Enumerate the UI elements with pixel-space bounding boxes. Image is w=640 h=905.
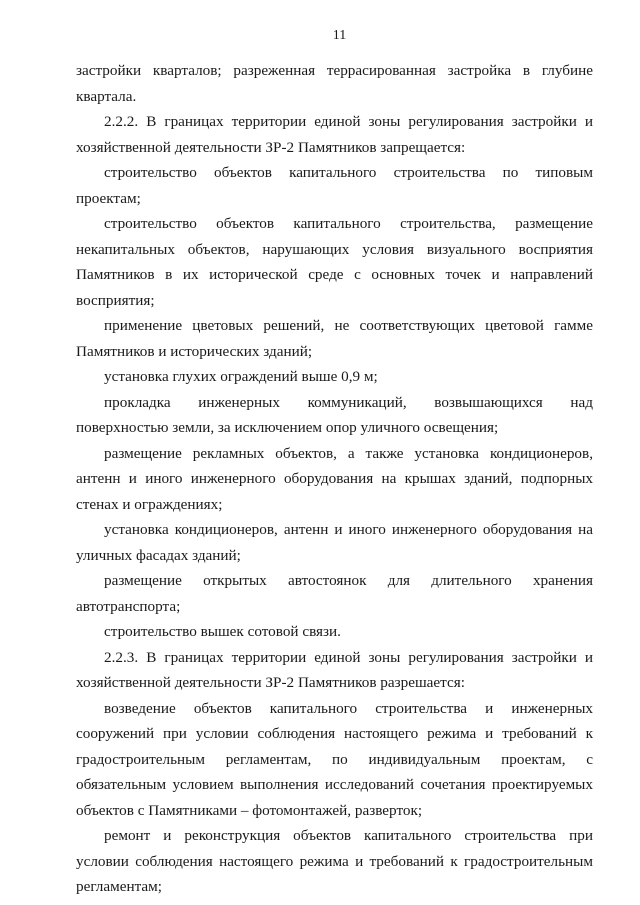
paragraph-section-2-2-2: 2.2.2. В границах территории единой зоны регулирования застройки и хозяйственной деятельности ЗР-2 Памятников запрещается: xyxy=(76,113,593,156)
prohibition-item: установка глухих ограждений выше 0,9 м; xyxy=(104,368,378,385)
permission-item: возведение объектов капитального строительства и инженерных сооружений при условии соблюдения настоящего режима и требований к градостроительным регламентам, по индивидуальным проектам, с обязательным условием выполнения исследований сочетания проектируемых объектов с Памятниками – фотомонтажей, разверток; xyxy=(76,699,593,819)
paragraph-section-2-2-3: 2.2.3. В границах территории единой зоны регулирования застройки и хозяйственной деятельности ЗР-2 Памятников разрешается: xyxy=(76,648,593,691)
permission-item: ремонт и реконструкция объектов капитального строительства при условии соблюдения настоящего режима и требований к градостроительным регламентам; xyxy=(76,827,593,895)
prohibition-item: установка кондиционеров, антенн и иного инженерного оборудования на уличных фасадах зданий; xyxy=(76,521,593,564)
prohibition-item: строительство вышек сотовой связи. xyxy=(104,623,341,640)
prohibition-item: строительство объектов капитального строительства по типовым проектам; xyxy=(76,164,593,207)
paragraph-continuation: застройки кварталов; разреженная террасированная застройка в глубине квартала. xyxy=(76,62,593,105)
prohibition-item: прокладка инженерных коммуникаций, возвышающихся над поверхностью земли, за исключением опор уличного освещения; xyxy=(76,393,593,436)
prohibition-item: применение цветовых решений, не соответствующих цветовой гамме Памятников и исторических зданий; xyxy=(76,317,593,360)
prohibition-item: размещение рекламных объектов, а также установка кондиционеров, антенн и иного инженерного оборудования на крышах зданий, подпорных стенах и ограждениях; xyxy=(76,444,593,513)
prohibition-item: строительство объектов капитального строительства, размещение некапитальных объектов, нарушающих условия визуального восприятия Памятников в их исторической среде с основных точек и направлений восприятия; xyxy=(76,215,593,309)
page-number: 11 xyxy=(332,28,347,43)
prohibition-item: размещение открытых автостоянок для длительного хранения автотранспорта; xyxy=(76,572,593,615)
